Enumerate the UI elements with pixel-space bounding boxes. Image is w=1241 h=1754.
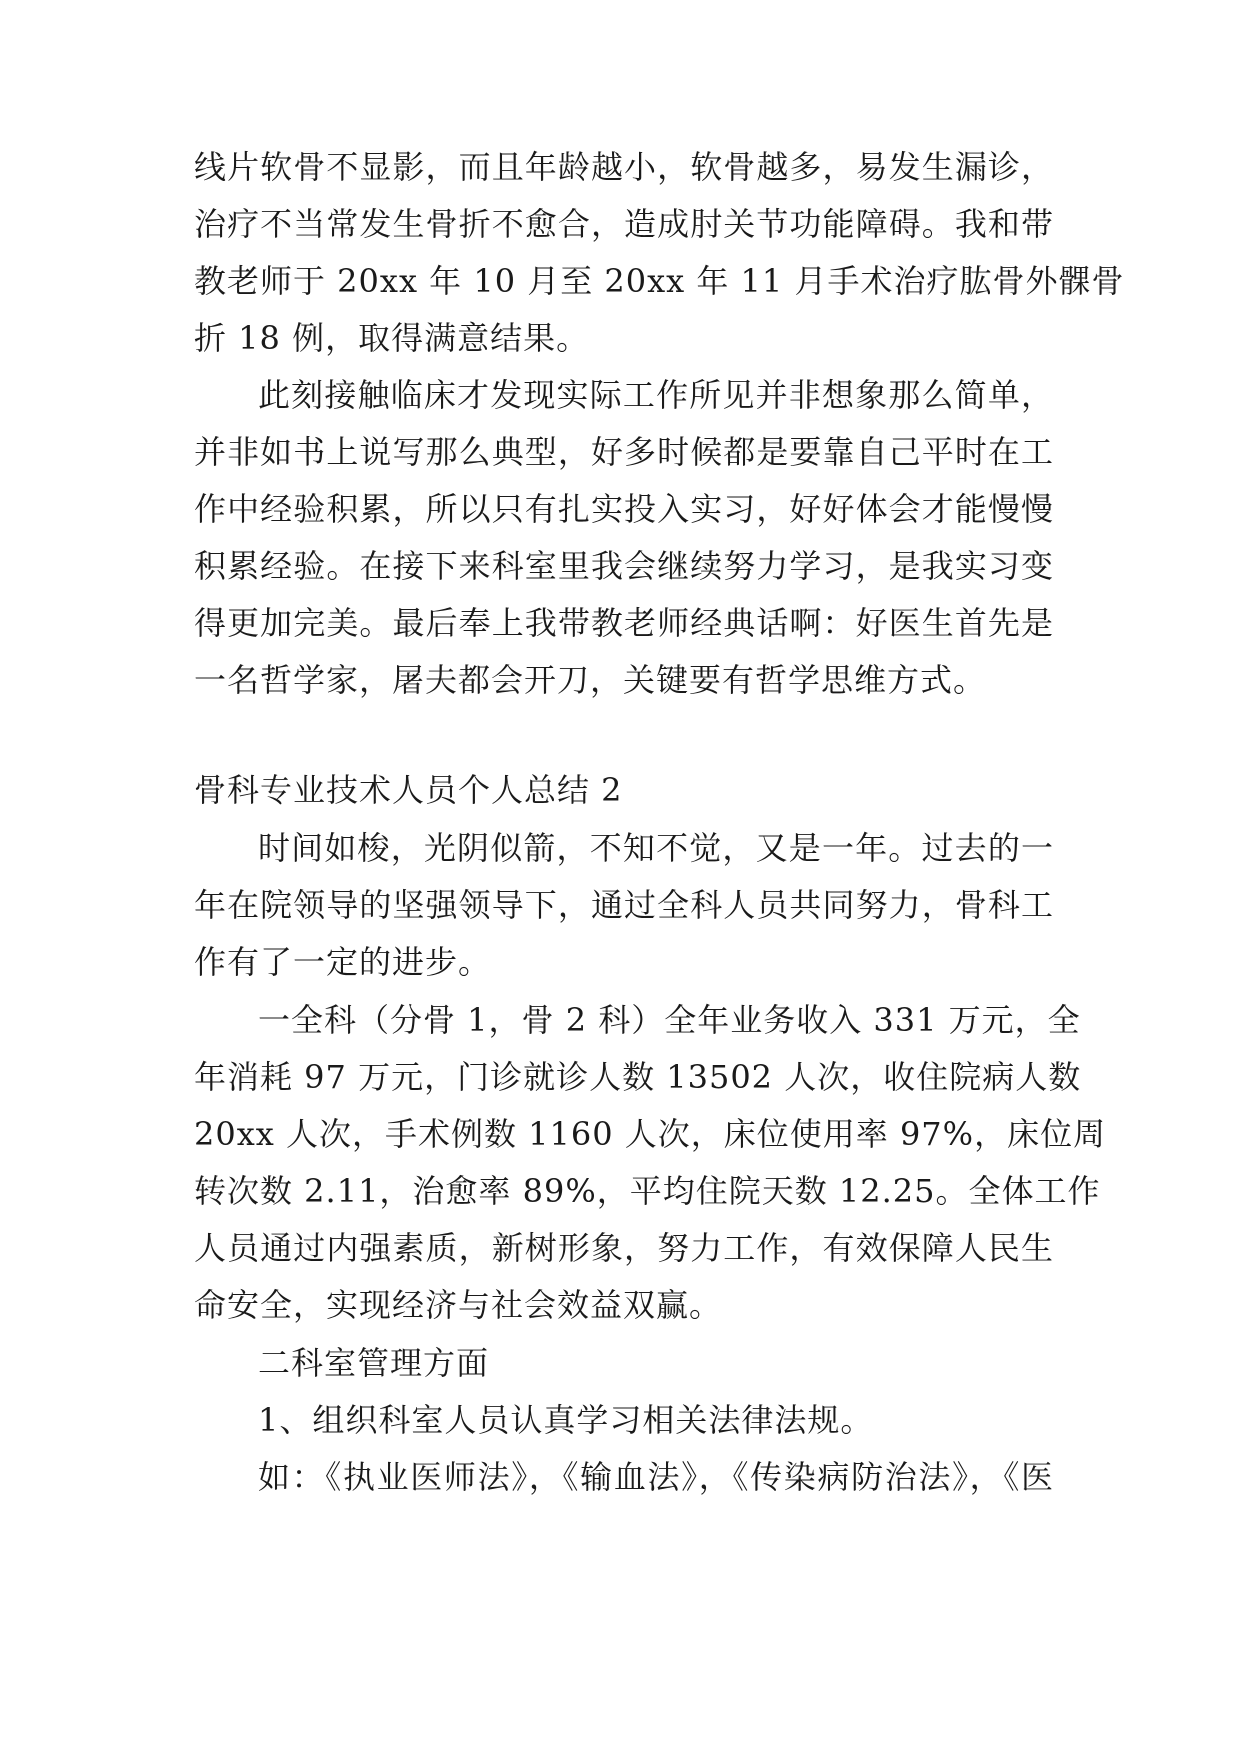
paragraph-line: 20xx 人次，手术例数 1160 人次，床位使用率 97%，床位周	[194, 1115, 1107, 1153]
paragraph-line: 一名哲学家，屠夫都会开刀，关键要有哲学思维方式。	[194, 661, 987, 699]
paragraph-line: 并非如书上说写那么典型，好多时候都是要靠自己平时在工	[194, 433, 1054, 471]
paragraph-line: 治疗不当常发生骨折不愈合，造成肘关节功能障碍。我和带	[194, 205, 1054, 243]
paragraph-line: 得更加完美。最后奉上我带教老师经典话啊：好医生首先是	[194, 604, 1054, 642]
paragraph-line: 线片软骨不显影，而且年龄越小，软骨越多，易发生漏诊，	[194, 148, 1054, 186]
paragraph-line: 年在院领导的坚强领导下，通过全科人员共同努力，骨科工	[194, 886, 1054, 924]
paragraph-line: 人员通过内强素质，新树形象，努力工作，有效保障人民生	[194, 1229, 1054, 1267]
paragraph-line: 此刻接触临床才发现实际工作所见并非想象那么简单，	[258, 376, 1054, 414]
paragraph-line: 年消耗 97 万元，门诊就诊人数 13502 人次，收住院病人数	[194, 1058, 1082, 1096]
list-item: 如：《执业医师法》，《输血法》，《传染病防治法》，《医	[258, 1458, 1054, 1496]
paragraph-line: 时间如梭，光阴似箭，不知不觉，又是一年。过去的一	[258, 829, 1054, 867]
section-title: 骨科专业技术人员个人总结 2	[194, 771, 623, 809]
paragraph-line: 折 18 例，取得满意结果。	[194, 319, 590, 357]
subheading: 二科室管理方面	[258, 1344, 490, 1382]
paragraph-line: 命安全，实现经济与社会效益双赢。	[194, 1286, 723, 1324]
paragraph-line: 教老师于 20xx 年 10 月至 20xx 年 11 月手术治疗肱骨外髁骨	[194, 262, 1125, 300]
paragraph-line: 积累经验。在接下来科室里我会继续努力学习，是我实习变	[194, 547, 1054, 585]
list-item: 1、组织科室人员认真学习相关法律法规。	[258, 1401, 874, 1439]
paragraph-line: 一全科（分骨 1，骨 2 科）全年业务收入 331 万元，全	[258, 1001, 1081, 1039]
paragraph-line: 作有了一定的进步。	[194, 943, 492, 981]
paragraph-line: 作中经验积累，所以只有扎实投入实习，好好体会才能慢慢	[194, 490, 1054, 528]
paragraph-line: 转次数 2.11，治愈率 89%，平均住院天数 12.25。全体工作	[194, 1172, 1101, 1210]
